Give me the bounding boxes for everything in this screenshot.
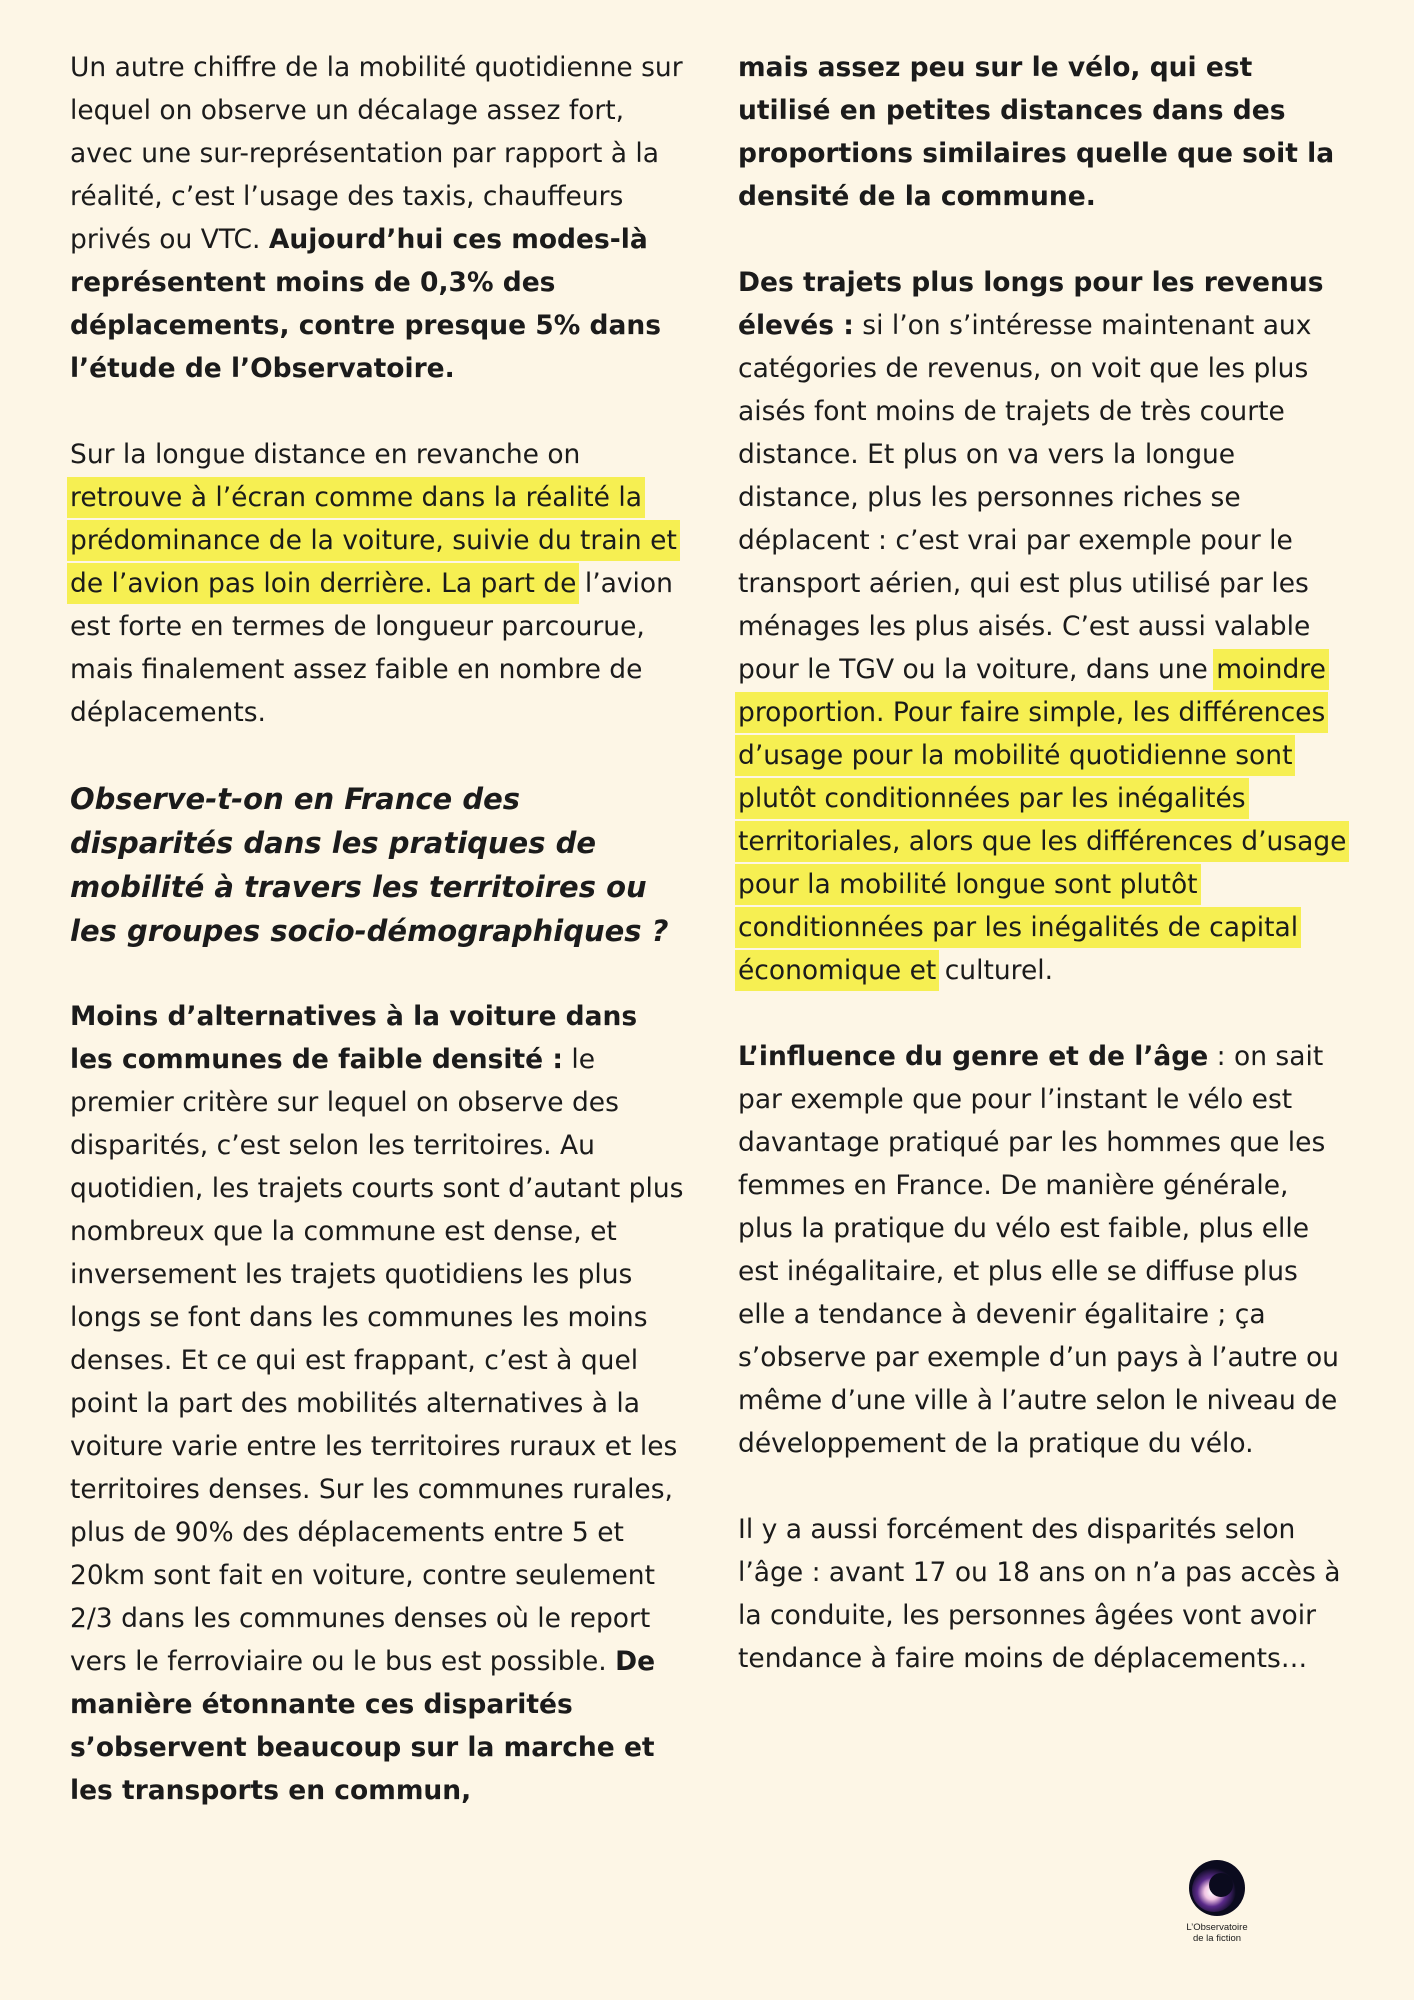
paragraph-lead-bold: Des trajets plus longs pour les revenus élevés : — [738, 267, 1324, 341]
logo-line-1: L’Observatoire — [1186, 1922, 1248, 1933]
logo-wordmark — [1172, 1922, 1262, 1944]
paragraph-text: l’avion est forte en termes de longueur parcourue, mais finalement assez faible en nombre de déplacements. — [70, 568, 673, 728]
paragraph-bold-text: Aujourd’hui ces modes-là représentent moins de 0,3% des déplacements, contre presque 5% dans l’étude de l’Observatoire. — [70, 224, 661, 384]
highlighted-text: retrouve à l’écran comme dans la réalité la prédominance de la voiture, suivie du train et de l’avion pas loin derrière. La part de — [70, 482, 677, 599]
paragraph-bold-text: De manière étonnante ces disparités s’observent beaucoup sur la marche et les transports en commun, — [70, 1646, 656, 1806]
paragraph-lead-bold: L’influence du genre et de l’âge — [738, 1041, 1209, 1072]
section-question-heading: Observe-t-on en France des disparités dans les pratiques de mobilité à travers les territoires ou les groupes socio-démographiques ? — [70, 782, 669, 948]
paragraph-text: Un autre chiffre de la mobilité quotidienne sur lequel on observe un décalage assez fort, avec une sur-représentation par rapport à la réalité, c’est l’usage des taxis, chauffeurs privés ou VTC. — [70, 52, 683, 255]
paragraph-text: culturel. — [936, 955, 1054, 986]
right-column — [738, 46, 1350, 1723]
logo-line-2: de la fiction — [1192, 1933, 1242, 1944]
paragraph-long-distance — [70, 433, 685, 734]
paragraph-gender-age — [738, 1035, 1350, 1465]
left-column — [70, 46, 685, 1855]
paragraph-taxis — [70, 46, 685, 390]
paragraph-bike-continuation — [738, 46, 1350, 218]
paragraph-text: si l’on s’intéresse maintenant aux catégories de revenus, on voit que les plus aisés font moins de trajets de très courte distance. Et plus on va vers la longue distance, plus les personnes riches se déplacent : c’est vrai par exemple pour le transport aérien, qui est plus utilisé par les ménages les plus aisés. C’est aussi valable pour le TGV ou la voiture, dans une — [738, 310, 1312, 685]
paragraph-bold-text: mais assez peu sur le vélo, qui est utilisé en petites distances dans des proportions similaires quelle que soit la densité de la commune. — [738, 52, 1335, 212]
observatoire-logo-icon — [1187, 1858, 1247, 1918]
paragraph-income — [738, 261, 1350, 992]
paragraph-age: Il y a aussi forcément des disparités selon l’âge : avant 17 ou 18 ans on n’a pas accès à la conduite, les personnes âgées vont avoir tendance à faire moins de déplacements… — [738, 1514, 1341, 1674]
paragraph-text: : on sait par exemple que pour l’instant le vélo est davantage pratiqué par les hommes que les femmes en France. De manière générale, plus la pratique du vélo est faible, plus elle est inégalitaire, et plus elle se diffuse plus elle a tendance à devenir égalitaire ; ça s’observe par exemple d’un pays à l’autre ou même d’une ville à l’autre selon le niveau de développement de la pratique du vélo. — [738, 1041, 1339, 1459]
paragraph-text: Sur la longue distance en revanche on — [70, 439, 581, 470]
paragraph-lead-bold: Moins d’alternatives à la voiture dans les communes de faible densité : — [70, 1001, 638, 1075]
paragraph-text: le premier critère sur lequel on observe des disparités, c’est selon les territoires. Au quotidien, les trajets courts sont d’autant plus nombreux que la commune est dense, et inversement les trajets quotidiens les plus longs se font dans les communes les moins denses. Et ce qui est frappant, c’est à quel point la part des mobilités alternatives à la voiture varie entre les territoires ruraux et les territoires denses. Sur les communes rurales, plus de 90% des déplacements entre 5 et 20km sont fait en voiture, contre seulement 2/3 dans les communes denses où le report vers le ferroviaire ou le bus est possible. — [70, 1044, 684, 1677]
observatoire-logo — [1172, 1858, 1262, 1944]
paragraph-territories — [70, 995, 685, 1812]
highlighted-text: moindre proportion. Pour faire simple, les différences d’usage pour la mobilité quotidienne sont plutôt conditionnées par les inégalités territoriales, alors que les différences d’usage pour la mobilité longue sont plutôt conditionnées par les inégalités de capital économique et — [738, 654, 1347, 986]
